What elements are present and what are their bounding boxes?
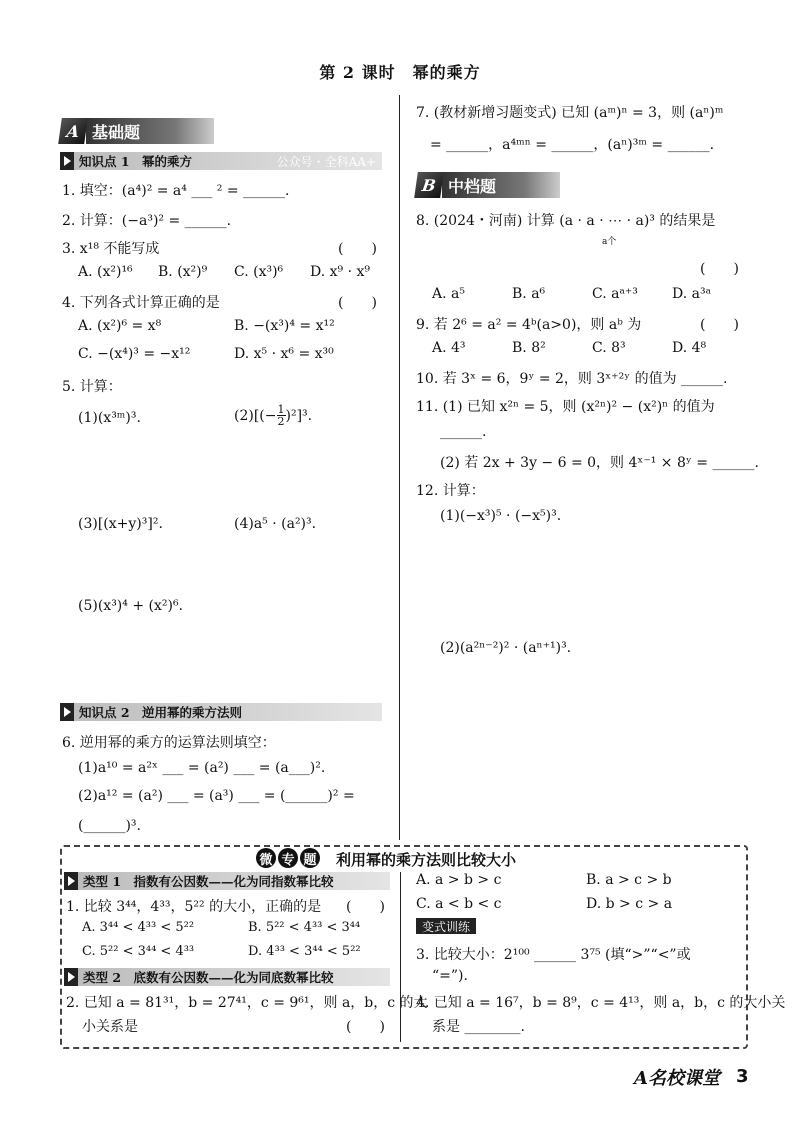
q12-part-2: (2)(a²ⁿ⁻²)² · (aⁿ⁺¹)³.: [440, 640, 572, 656]
type-bar-1: [64, 872, 390, 890]
q4-option-d: D. x⁵ · x⁶ = x³⁰: [234, 346, 334, 362]
tag-char-1: 微: [256, 848, 276, 868]
page-number: 3: [736, 1066, 749, 1087]
question-8: 8. (2024・河南) 计算 (a · a · ⋯ · a)³ 的结果是: [416, 213, 716, 229]
box-question-2: 2. 已知 a = 81³¹，b = 27⁴¹，c = 9⁶¹，则 a，b，c 的大: [66, 995, 428, 1011]
watermark-text: 公众号・全科AA+: [276, 154, 376, 169]
box-question-2-paren: ( ): [346, 1019, 385, 1035]
q9-option-d: D. 4⁸: [672, 340, 707, 356]
question-10: 10. 若 3ˣ = 6，9ʸ = 2，则 3ˣ⁺²ʸ 的值为 ______.: [416, 371, 728, 387]
b1-option-c: C. 5²² < 3⁴⁴ < 4³³: [82, 944, 195, 959]
b2-option-c: C. a < b < c: [416, 896, 502, 912]
q6-part-2: (2)a¹² = (a²) ___ = (a³) ___ = (______)² =: [78, 788, 355, 804]
section-b-mark: B: [414, 172, 444, 198]
question-7-cont: = ______，a⁴ᵐⁿ = ______，(aⁿ)³ᵐ = ______.: [430, 137, 715, 153]
triangle-icon: [64, 872, 78, 890]
triangle-icon: [60, 703, 74, 721]
variant-training-label: 变式训练: [416, 918, 476, 934]
q4-option-a: A. (x²)⁶ = x⁸: [78, 318, 162, 334]
box-question-3: 3. 比较大小：2¹⁰⁰ ______ 3⁷⁵ (填“>”“<”或: [416, 947, 691, 963]
q9-option-c: C. 8³: [592, 340, 626, 356]
triangle-icon: [60, 152, 74, 170]
question-8-answer-paren: ( ): [700, 261, 739, 277]
type-2-label: 类型 2 底数有公因数——化为同底数幂比较: [83, 970, 334, 985]
q9-option-a: A. 4³: [432, 340, 466, 356]
publisher-logo: A名校课堂: [634, 1068, 720, 1089]
question-9: 9. 若 2⁶ = a² = 4ᵇ(a>0)，则 aᵇ 为: [416, 317, 642, 333]
knowledge-1-label: 知识点 1 幂的乘方: [79, 154, 193, 169]
q5-part-1: (1)(x³ᵐ)³.: [78, 410, 141, 426]
knowledge-2-label: 知识点 2 逆用幂的乘方法则: [79, 705, 243, 720]
micro-topic-tag: [256, 848, 320, 868]
b2-option-d: D. b > c > a: [586, 896, 673, 912]
question-11-cont: ______.: [440, 424, 487, 440]
question-11: 11. (1) 已知 x²ⁿ = 5，则 (x²ⁿ)² − (x²)ⁿ 的值为: [416, 399, 715, 415]
q6-part-2-cont: (______)³.: [78, 818, 141, 834]
question-11-part-2: (2) 若 2x + 3y − 6 = 0，则 4ˣ⁻¹ × 8ʸ = ______.: [440, 455, 759, 471]
tag-char-3: 题: [300, 848, 320, 868]
q5-part-2-prefix: (2)[(−: [234, 407, 277, 424]
section-b-badge: [416, 172, 560, 198]
q3-option-b: B. (x²)⁹: [158, 264, 208, 280]
q8-option-b: B. a⁶: [512, 286, 546, 302]
section-a-badge: [60, 118, 214, 144]
q5-part-3: (3)[(x+y)³]².: [78, 516, 163, 532]
q3-option-c: C. (x³)⁶: [234, 264, 284, 280]
box-question-3-cont: “=”).: [432, 968, 468, 984]
question-3-answer-paren: ( ): [338, 241, 377, 257]
knowledge-bar-1: [60, 152, 382, 170]
type-bar-2: [64, 968, 390, 986]
question-4-answer-paren: ( ): [338, 295, 377, 311]
section-b-label: 中档题: [442, 172, 560, 198]
question-7: 7. (教材新增习题变式) 已知 (aᵐ)ⁿ = 3，则 (aⁿ)ᵐ: [416, 105, 724, 121]
b2-option-b: B. a > c > b: [586, 872, 672, 888]
box-question-2-cont: 小关系是: [82, 1019, 138, 1035]
box-question-1: 1. 比较 3⁴⁴，4³³，5²² 的大小，正确的是: [66, 899, 322, 915]
box-question-4: 4. 已知 a = 16⁷，b = 8⁹，c = 4¹³，则 a，b，c 的大小关: [416, 995, 786, 1011]
b1-option-a: A. 3⁴⁴ < 4³³ < 5²²: [82, 920, 195, 935]
q4-option-c: C. −(x⁴)³ = −x¹²: [78, 346, 191, 362]
q5-part-5: (5)(x³)⁴ + (x²)⁶.: [78, 598, 183, 614]
b2-option-a: A. a > b > c: [416, 872, 502, 888]
q3-option-d: D. x⁹ · x⁹: [310, 264, 370, 280]
q5-part-4: (4)a⁵ · (a²)³.: [234, 516, 317, 532]
q9-option-b: B. 8²: [512, 340, 546, 356]
q12-part-1: (1)(−x³)⁵ · (−x⁵)³.: [440, 508, 562, 524]
q5-part-2: [234, 404, 312, 427]
micro-topic-title: 利用幂的乘方法则比较大小: [336, 851, 517, 869]
knowledge-bar-2: [60, 703, 382, 721]
question-6: 6. 逆用幂的乘方的运算法则填空：: [62, 735, 276, 751]
section-a-label: 基础题: [86, 118, 214, 144]
q5-part-2-suffix: )²]³.: [285, 407, 313, 424]
tag-char-2: 专: [278, 848, 298, 868]
fraction-denominator: 2: [277, 415, 285, 428]
fraction-one-half: [277, 404, 286, 427]
q6-part-1: (1)a¹⁰ = a²ˣ ___ = (a²) ___ = (a___)².: [78, 760, 326, 776]
box-divider: [400, 872, 401, 1042]
question-1: 1. 填空：(a⁴)² = a⁴ ___ ² = ______.: [62, 183, 290, 199]
question-3: 3. x¹⁸ 不能写成: [62, 241, 160, 257]
section-a-mark: A: [58, 118, 88, 144]
page-title: 第 2 课时 幂的乘方: [319, 63, 481, 82]
q8-option-d: D. a³ᵃ: [672, 286, 711, 302]
box-question-1-paren: ( ): [346, 899, 385, 915]
box-question-4-cont: 系是 ________.: [432, 1019, 525, 1035]
q8-option-c: C. aᵃ⁺³: [592, 286, 638, 302]
fraction-numerator: 1: [277, 403, 285, 416]
question-9-answer-paren: ( ): [700, 317, 739, 333]
b1-option-d: D. 4³³ < 3⁴⁴ < 5²²: [248, 944, 361, 959]
q4-option-b: B. −(x³)⁴ = x¹²: [234, 318, 335, 334]
question-4: 4. 下列各式计算正确的是: [62, 295, 220, 311]
question-2: 2. 计算：(−a³)² = ______.: [62, 213, 232, 229]
triangle-icon: [64, 968, 78, 986]
question-5: 5. 计算：: [62, 379, 122, 395]
b1-option-b: B. 5²² < 4³³ < 3⁴⁴: [248, 920, 361, 935]
column-divider: [399, 95, 400, 840]
q8-brace-label: a个: [602, 237, 617, 247]
q8-option-a: A. a⁵: [432, 286, 465, 302]
question-12: 12. 计算：: [416, 483, 485, 499]
type-1-label: 类型 1 指数有公因数——化为同指数幂比较: [83, 874, 334, 889]
q3-option-a: A. (x²)¹⁶: [78, 264, 133, 280]
